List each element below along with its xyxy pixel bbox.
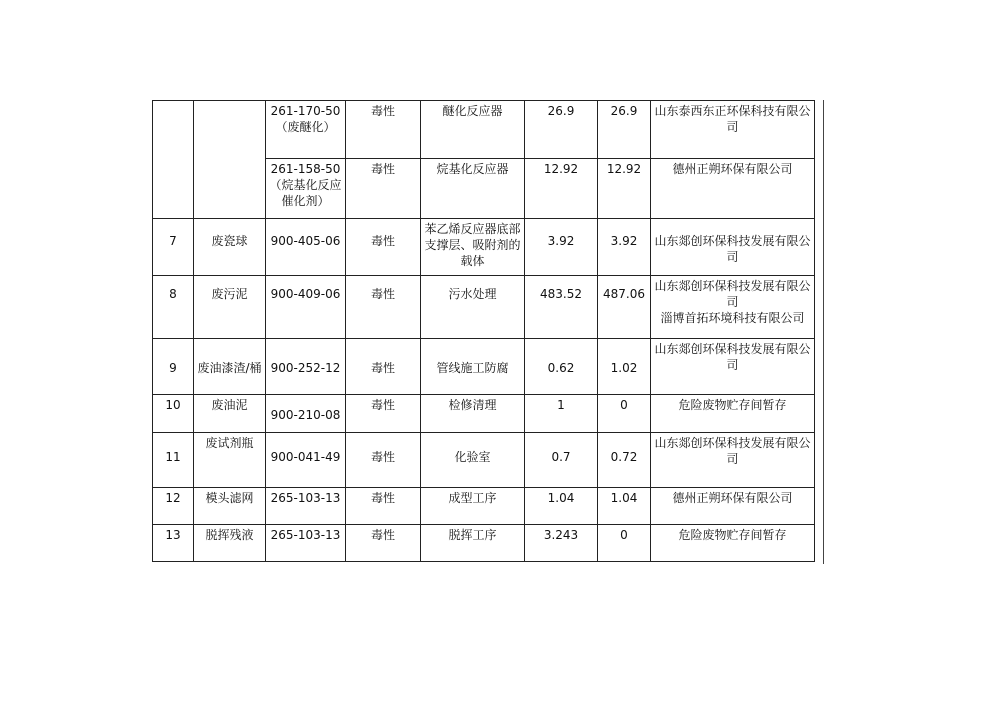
cell-code: 900-405-06 (266, 219, 346, 276)
table-row (153, 101, 815, 159)
cell-no: 11 (153, 433, 194, 488)
cell-q2: 12.92 (598, 159, 651, 219)
cell-name: 废油泥 (194, 395, 266, 433)
cell-source: 化验室 (421, 433, 525, 488)
cell-company: 危险废物贮存间暂存 (651, 395, 815, 433)
cell-company: 危险废物贮存间暂存 (651, 525, 815, 562)
cell-q2: 0 (598, 395, 651, 433)
table-row (153, 219, 815, 276)
cell-name: 脱挥残液 (194, 525, 266, 562)
cell-company: 山东郯创环保科技发展有限公司 淄博首拓环境科技有限公司 (651, 276, 815, 339)
cell-type: 毒性 (346, 276, 421, 339)
cell-q1: 12.92 (525, 159, 598, 219)
cell-code: 900-210-08 (266, 395, 346, 433)
cell-source: 醚化反应器 (421, 101, 525, 159)
cell-no: 10 (153, 395, 194, 433)
cell-source: 污水处理 (421, 276, 525, 339)
cell-source: 管线施工防腐 (421, 339, 525, 395)
cell-type: 毒性 (346, 159, 421, 219)
cell-q2: 0 (598, 525, 651, 562)
cell-q1: 3.92 (525, 219, 598, 276)
cell-code: 900-041-49 (266, 433, 346, 488)
cell-source: 检修清理 (421, 395, 525, 433)
cell-no: 8 (153, 276, 194, 339)
cell-source: 成型工序 (421, 488, 525, 525)
cell-name: 废油漆渣/桶 (194, 339, 266, 395)
cell-q1: 3.243 (525, 525, 598, 562)
cell-type: 毒性 (346, 101, 421, 159)
cell-no: 13 (153, 525, 194, 562)
cell-type: 毒性 (346, 525, 421, 562)
cell-code: 265-103-13 (266, 525, 346, 562)
table-row (153, 395, 815, 433)
table-row (153, 276, 815, 339)
table-row (153, 433, 815, 488)
cell-company: 山东泰西东正环保科技有限公司 (651, 101, 815, 159)
cell-code: 261-158-50 （烷基化反应催化剂） (266, 159, 346, 219)
cell-no: 9 (153, 339, 194, 395)
cell-code: 900-409-06 (266, 276, 346, 339)
cell-code: 265-103-13 (266, 488, 346, 525)
cell-type: 毒性 (346, 339, 421, 395)
page-margin-rule (823, 100, 824, 564)
cell-q2: 1.04 (598, 488, 651, 525)
cell-name: 模头滤网 (194, 488, 266, 525)
code-line-1: 261-170-50 （废醚化） (270, 104, 341, 134)
cell-q2: 3.92 (598, 219, 651, 276)
cell-q2: 487.06 (598, 276, 651, 339)
cell-q1: 0.62 (525, 339, 598, 395)
table-row (153, 488, 815, 525)
cell-q1: 26.9 (525, 101, 598, 159)
cell-name: 废污泥 (194, 276, 266, 339)
cell-name (194, 101, 266, 219)
cell-type: 毒性 (346, 433, 421, 488)
cell-code (266, 101, 346, 159)
cell-company: 山东郯创环保科技发展有限公司 (651, 219, 815, 276)
cell-type: 毒性 (346, 395, 421, 433)
cell-no: 12 (153, 488, 194, 525)
cell-q2: 26.9 (598, 101, 651, 159)
hazardous-waste-table (152, 100, 815, 562)
cell-company: 德州正朔环保有限公司 (651, 488, 815, 525)
cell-code: 900-252-12 (266, 339, 346, 395)
cell-company: 山东郯创环保科技发展有限公司 (651, 339, 815, 395)
table-row (153, 525, 815, 562)
cell-q1: 483.52 (525, 276, 598, 339)
cell-q2: 0.72 (598, 433, 651, 488)
cell-name: 废瓷球 (194, 219, 266, 276)
cell-name: 废试剂瓶 (194, 433, 266, 488)
cell-type: 毒性 (346, 488, 421, 525)
cell-no (153, 101, 194, 219)
table-row (153, 339, 815, 395)
cell-type: 毒性 (346, 219, 421, 276)
cell-source: 烷基化反应器 (421, 159, 525, 219)
cell-no: 7 (153, 219, 194, 276)
cell-source: 苯乙烯反应器底部支撑层、吸附剂的载体 (421, 219, 525, 276)
cell-q1: 1.04 (525, 488, 598, 525)
cell-company: 山东郯创环保科技发展有限公司 (651, 433, 815, 488)
cell-source: 脱挥工序 (421, 525, 525, 562)
cell-q1: 0.7 (525, 433, 598, 488)
cell-q1: 1 (525, 395, 598, 433)
cell-q2: 1.02 (598, 339, 651, 395)
cell-company: 德州正朔环保有限公司 (651, 159, 815, 219)
